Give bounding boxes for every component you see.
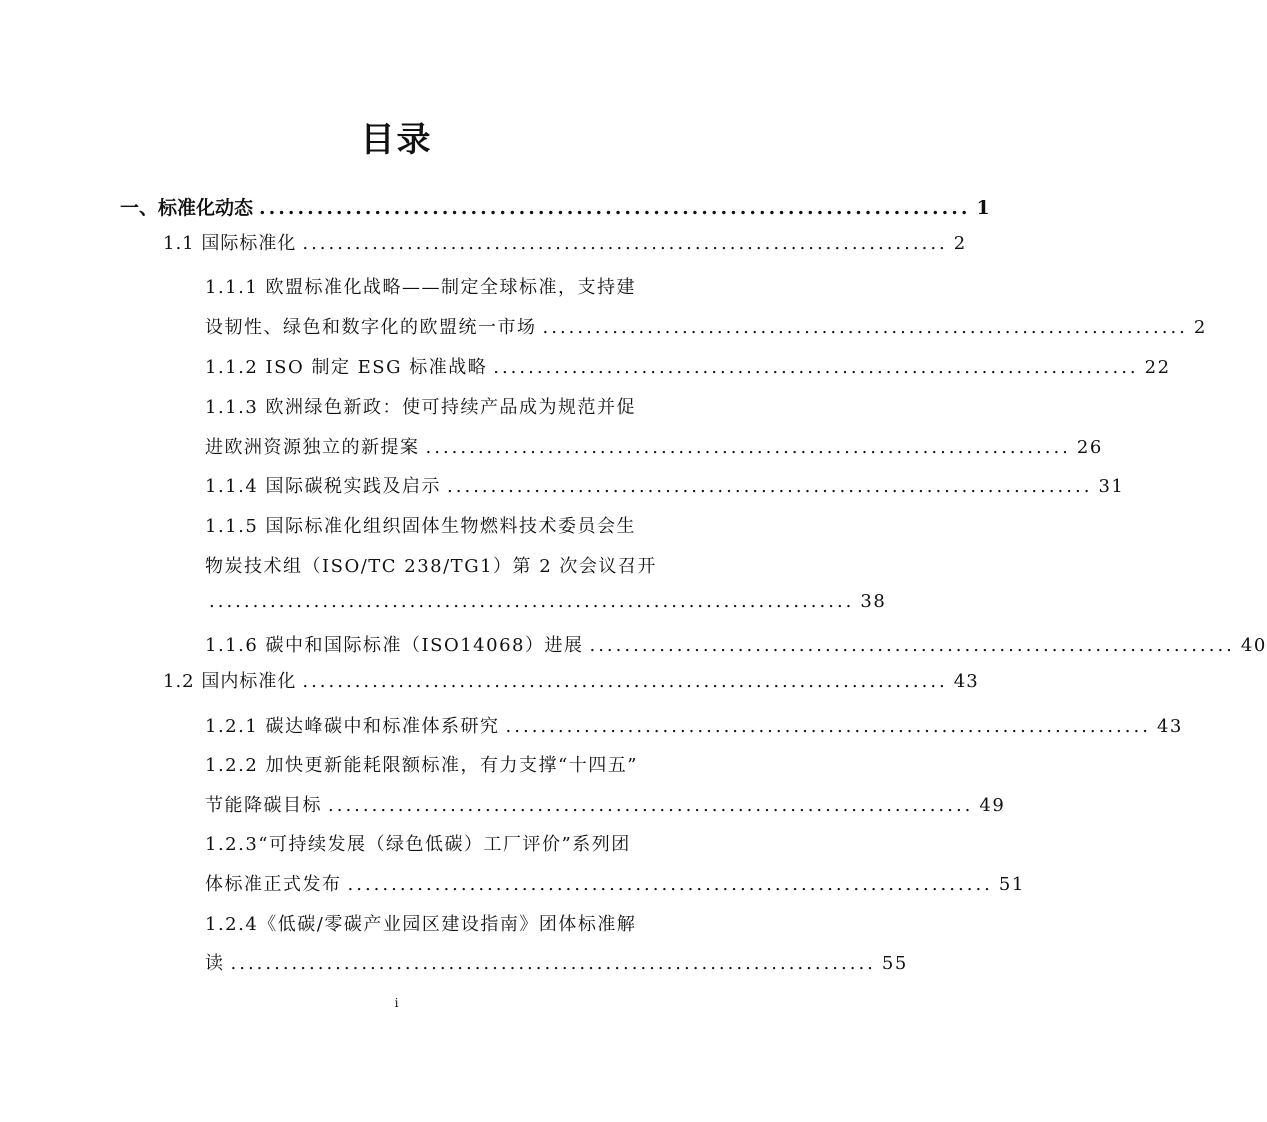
- toc-entry-1[interactable]: [120, 193, 990, 220]
- toc-entry-1-1-1[interactable]: [205, 313, 1207, 339]
- toc-entry-page: 1: [976, 197, 990, 219]
- toc-entry-1-1-5[interactable]: [205, 591, 887, 612]
- toc-entry-page: 38: [860, 591, 887, 612]
- toc-entry-label: 1.1.6 碳中和国际标准（ISO14068）进展: [205, 635, 584, 656]
- toc-entry-1-1[interactable]: [163, 229, 967, 255]
- toc-entry-page: 31: [1098, 476, 1125, 497]
- dot-leader: ..........................................................................: [447, 476, 1093, 497]
- toc-entry-page: 22: [1144, 357, 1171, 378]
- dot-leader: ..........................................................................: [230, 953, 876, 974]
- toc-entry-1-1-4[interactable]: [205, 472, 1125, 498]
- toc-entry-label: 1.1.2 ISO 制定 ESG 标准战略: [205, 357, 488, 378]
- toc-entry-page: 26: [1076, 437, 1103, 458]
- dot-leader: ..........................................................................: [328, 795, 974, 816]
- toc-entry-1-1-5-line1[interactable]: 1.1.5 国际标准化组织固体生物燃料技术委员会生: [205, 516, 637, 537]
- toc-entry-1-2-2[interactable]: [205, 791, 1006, 817]
- dot-leader: ..........................................................................: [259, 197, 971, 219]
- toc-entry-1-2-1[interactable]: [205, 712, 1183, 738]
- toc-entry-1-2[interactable]: [163, 667, 979, 693]
- toc-entry-label: 1.2.1 碳达峰碳中和标准体系研究: [205, 716, 500, 737]
- dot-leader: ..........................................................................: [505, 716, 1151, 737]
- dot-leader: ..........................................................................: [347, 874, 993, 895]
- toc-entry-1-1-2[interactable]: [205, 353, 1171, 379]
- dot-leader: ..........................................................................: [493, 357, 1139, 378]
- toc-entry-label: 1.1.4 国际碳税实践及启示: [205, 476, 442, 497]
- toc-entry-1-1-6[interactable]: [205, 631, 1267, 657]
- toc-entry-page: 49: [979, 795, 1006, 816]
- toc-entry-1-2-2-line1[interactable]: 1.2.2 加快更新能耗限额标准，有力支撑“十四五”: [205, 755, 638, 776]
- toc-entry-1-1-3-line1[interactable]: 1.1.3 欧洲绿色新政：使可持续产品成为规范并促: [205, 397, 637, 418]
- toc-entry-1-2-3[interactable]: [205, 870, 1025, 896]
- dot-leader: ..........................................................................: [302, 233, 948, 254]
- toc-entry-label: 读: [205, 953, 225, 974]
- toc-entry-1-1-3[interactable]: [205, 433, 1103, 459]
- toc-entry-1-2-4[interactable]: [205, 949, 908, 975]
- dot-leader: ..........................................................................: [542, 317, 1188, 338]
- toc-entry-page: 2: [1193, 317, 1207, 338]
- dot-leader: ..........................................................................: [425, 437, 1071, 458]
- toc-entry-1-2-3-line1[interactable]: 1.2.3“可持续发展（绿色低碳）工厂评价”系列团: [205, 834, 631, 855]
- toc-entry-page: 51: [998, 874, 1025, 895]
- dot-leader: ..........................................................................: [209, 591, 855, 612]
- page-title: 目录: [360, 120, 433, 160]
- toc-entry-page: 2: [953, 233, 967, 254]
- page-number: i: [394, 996, 399, 1010]
- toc-entry-page: 43: [1156, 716, 1183, 737]
- dot-leader: ..........................................................................: [589, 635, 1235, 656]
- toc-entry-label: 进欧洲资源独立的新提案: [205, 437, 420, 458]
- dot-leader: ..........................................................................: [302, 671, 948, 692]
- toc-entry-page: 40: [1240, 635, 1267, 656]
- toc-entry-page: 43: [953, 671, 979, 692]
- toc-entry-label: 一、标准化动态: [120, 197, 254, 219]
- toc-entry-label: 设韧性、绿色和数字化的欧盟统一市场: [205, 317, 537, 338]
- toc-entry-1-2-4-line1[interactable]: 1.2.4《低碳/零碳产业园区建设指南》团体标准解: [205, 914, 637, 935]
- toc-entry-label: 体标准正式发布: [205, 874, 342, 895]
- toc-entry-1-1-1-line1[interactable]: 1.1.1 欧盟标准化战略——制定全球标准，支持建: [205, 277, 637, 298]
- toc-entry-label: 1.2 国内标准化: [163, 671, 297, 692]
- toc-entry-1-1-5-line2[interactable]: 物炭技术组（ISO/TC 238/TG1）第 2 次会议召开: [205, 556, 657, 577]
- toc-entry-label: 1.1 国际标准化: [163, 233, 297, 254]
- toc-entry-page: 55: [881, 953, 908, 974]
- toc-entry-label: 节能降碳目标: [205, 795, 322, 816]
